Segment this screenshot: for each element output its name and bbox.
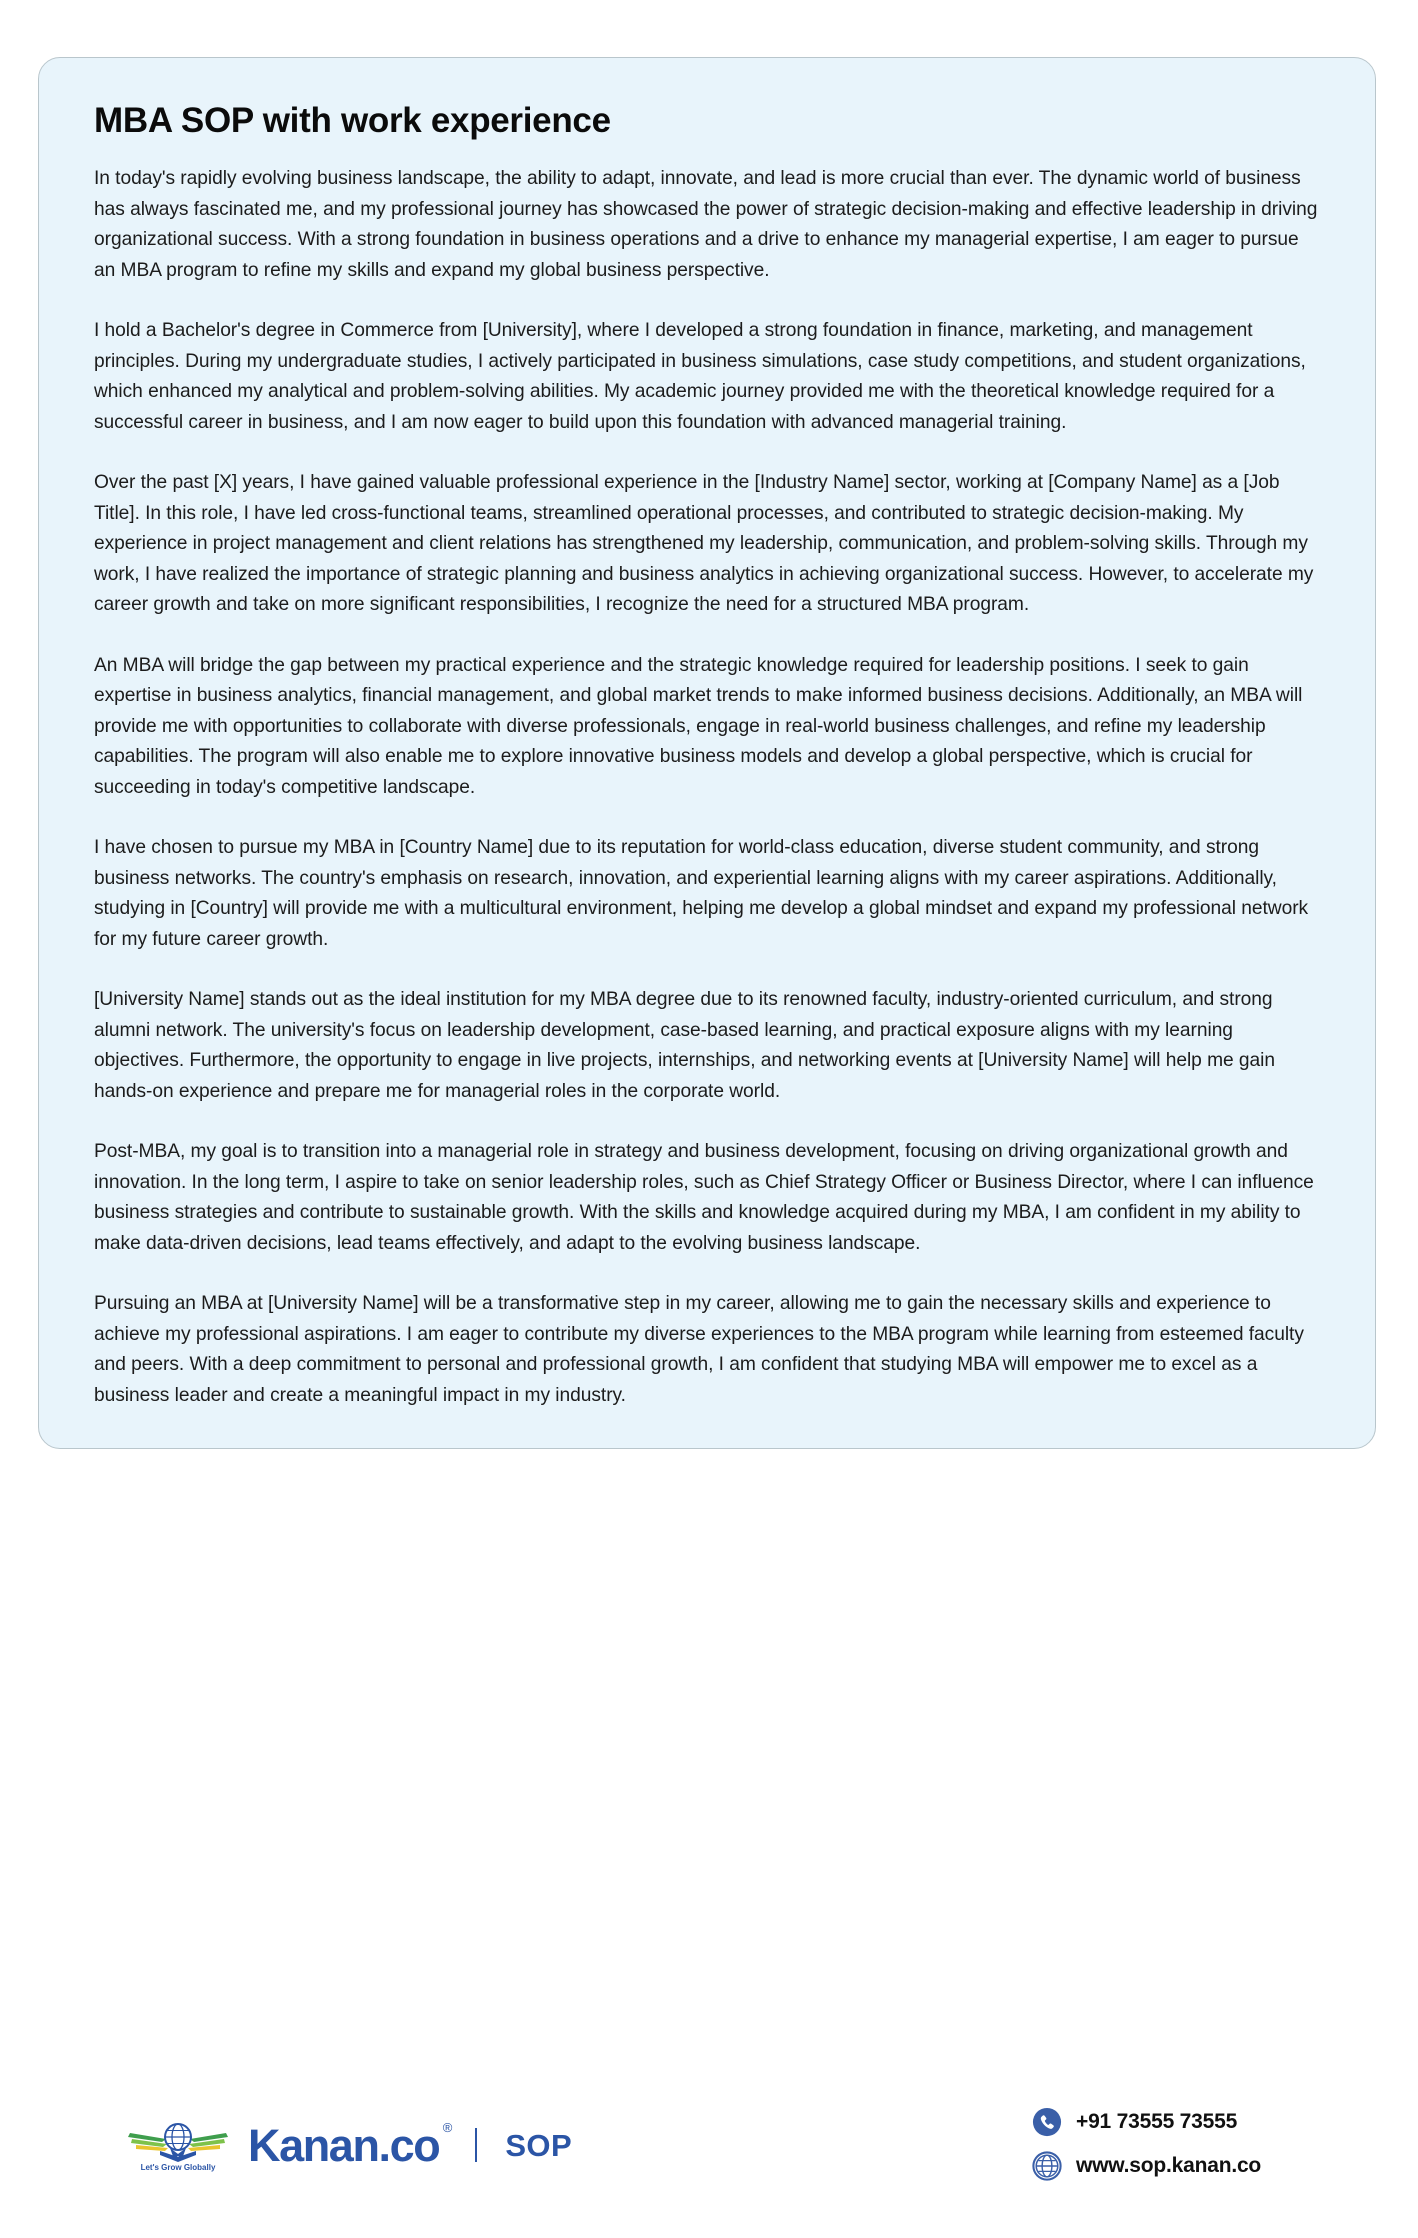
brand-wordmark bbox=[248, 2119, 453, 2171]
globe-wings-emblem-icon bbox=[122, 2117, 234, 2173]
brand-lockup bbox=[122, 2117, 572, 2173]
phone-icon bbox=[1032, 2107, 1062, 2137]
phone-number: +91 73555 73555 bbox=[1076, 2110, 1238, 2133]
paragraph-career-goals: Post-MBA, my goal is to transition into a managerial role in strategy and business development, focusing on driving organizational growth and innovation. In the long term, I aspire to take on senior leadership roles, such as Chief Strategy Officer or Business Director, where I can influence business strategies and contribute to sustainable growth. With the skills and knowledge acquired during my MBA, I am confident in my ability to make data-driven decisions, lead teams effectively, and adapt to the evolving business landscape. bbox=[94, 1141, 1314, 1254]
sop-document-card bbox=[38, 57, 1376, 1449]
brand-sub-label: SOP bbox=[505, 2127, 573, 2163]
globe-icon bbox=[1032, 2151, 1062, 2181]
paragraph-intro: In today's rapidly evolving business landscape, the ability to adapt, innovate, and lead is more crucial than ever. The dynamic world of business has always fascinated me, and my professional journey has showcased the power of strategic decision-making and effective leadership in driving organizational success. With a strong foundation in business operations and a drive to enhance my managerial expertise, I am eager to pursue an MBA program to refine my skills and expand my global business perspective. bbox=[94, 168, 1318, 281]
paragraph-why-country: I have chosen to pursue my MBA in [Country Name] due to its reputation for world-class education, diverse student community, and strong business networks. The country's emphasis on research, innovation, and experiential learning aligns with my career aspirations. Additionally, studying in [Country] will provide me with a multicultural environment, helping me develop a global mindset and expand my professional network for my future career growth. bbox=[94, 837, 1309, 950]
paragraph-experience: Over the past [X] years, I have gained valuable professional experience in the [Industry Name] sector, working at [Company Name] as a [Job Title]. In this role, I have led cross-functional teams, streamlined operational processes, and contributed to strategic decision-making. My experience in project management and client relations has strengthened my leadership, communication, and problem-solving skills. Through my work, I have realized the importance of strategic planning and business analytics in achieving organizational success. However, to accelerate my career growth and take on more significant responsibilities, I recognize the need for a structured MBA program. bbox=[94, 472, 1314, 615]
page-footer bbox=[0, 2085, 1418, 2238]
brand-divider bbox=[475, 2128, 477, 2162]
registered-mark: ® bbox=[442, 2119, 453, 2135]
contact-block bbox=[1032, 2107, 1261, 2181]
contact-website-row[interactable] bbox=[1032, 2151, 1261, 2181]
paragraph-why-mba: An MBA will bridge the gap between my practical experience and the strategic knowledge required for leadership positions. I seek to gain expertise in business analytics, financial management, and global market trends to make informed business decisions. Additionally, an MBA will provide me with opportunities to collaborate with diverse professionals, engage in real-world business challenges, and refine my leadership capabilities. The program will also enable me to explore innovative business models and develop a global perspective, which is crucial for succeeding in today's competitive landscape. bbox=[94, 654, 1303, 798]
brand-wordmark-text: Kanan.co bbox=[248, 2119, 440, 2171]
page-title: MBA SOP with work experience bbox=[94, 101, 611, 140]
paragraph-why-university: [University Name] stands out as the ideal institution for my MBA degree due to its renowned faculty, industry-oriented curriculum, and strong alumni network. The university's focus on leadership development, case-based learning, and practical exposure aligns with my learning objectives. Furthermore, the opportunity to engage in live projects, internships, and networking events at [University Name] will help me gain hands-on experience and prepare me for managerial roles in the corporate world. bbox=[94, 989, 1275, 1102]
contact-phone-row[interactable] bbox=[1032, 2107, 1261, 2137]
paragraph-education: I hold a Bachelor's degree in Commerce from [University], where I developed a strong foundation in finance, marketing, and management principles. During my undergraduate studies, I actively participated in business simulations, case study competitions, and student organizations, which enhanced my analytical and problem-solving abilities. My academic journey provided me with the theoretical knowledge required for a successful career in business, and I am now eager to build upon this foundation with advanced managerial training. bbox=[94, 320, 1306, 433]
paragraph-conclusion: Pursuing an MBA at [University Name] will be a transformative step in my career, allowing me to gain the necessary skills and experience to achieve my professional aspirations. I am eager to contribute my diverse experiences to the MBA program while learning from esteemed faculty and peers. With a deep commitment to personal and professional growth, I am confident that studying MBA will empower me to excel as a business leader and create a meaningful impact in my industry. bbox=[94, 1293, 1304, 1406]
website-url: www.sop.kanan.co bbox=[1076, 2154, 1262, 2177]
brand-tagline: Let's Grow Globally bbox=[140, 2163, 216, 2172]
document-body bbox=[94, 164, 1323, 1411]
